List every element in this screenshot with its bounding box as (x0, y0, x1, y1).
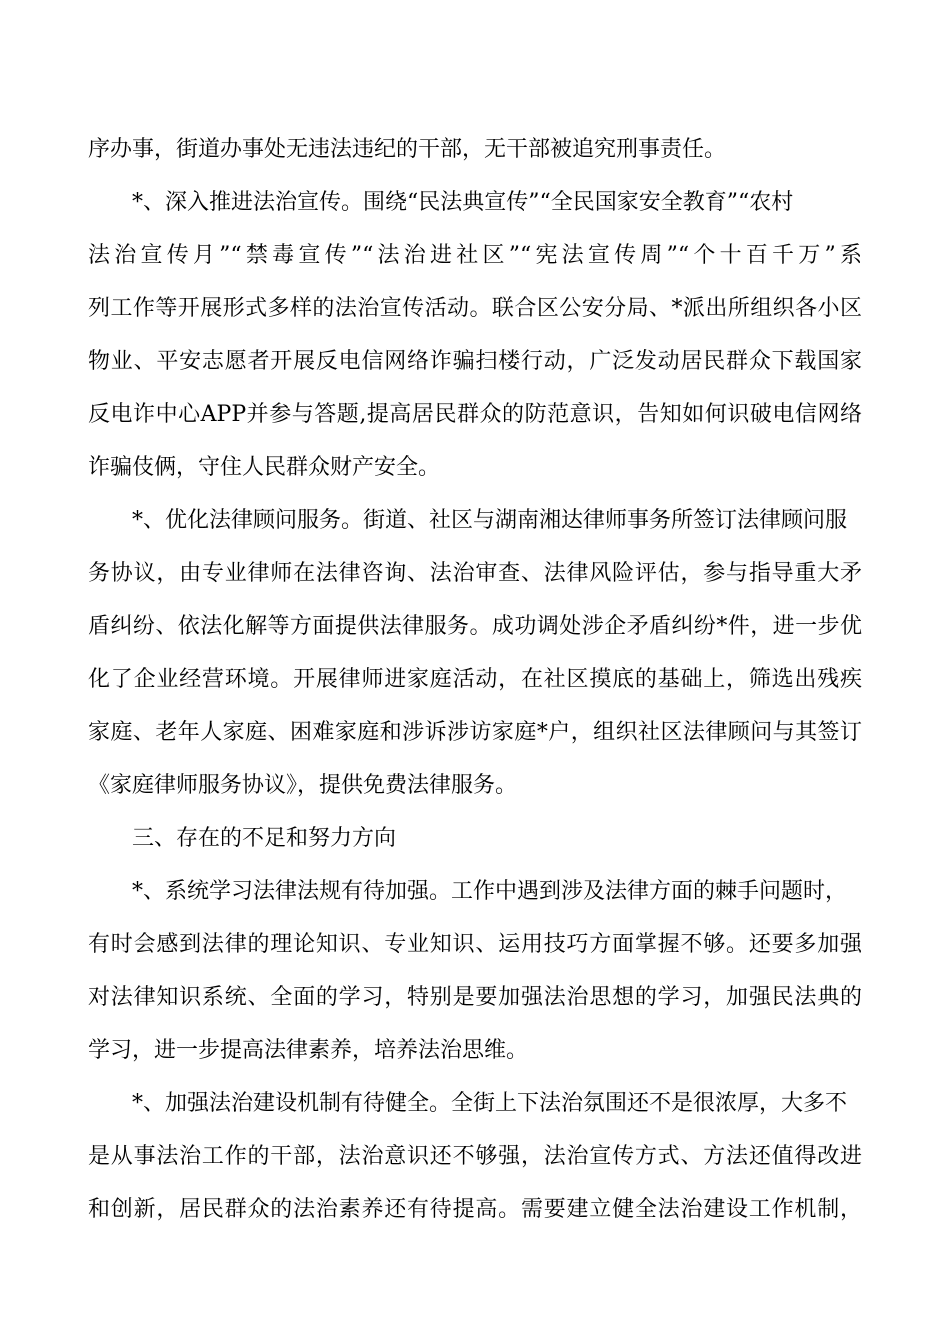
text-line: 列工作等开展形式多样的法治宣传活动。联合区公安分局、*派出所组织各小区 (88, 296, 862, 321)
text-line: 《家庭律师服务协议》，提供免费法律服务。 (88, 773, 518, 798)
section-heading: 三、存在的不足和努力方向 (132, 826, 397, 851)
text-line: 是从事法治工作的干部，法治意识还不够强，法治宣传方式、方法还值得改进 (88, 1144, 862, 1169)
text-line: 诈骗伎俩，守住人民群众财产安全。 (88, 455, 441, 480)
text-line: *、优化法律顾问服务。街道、社区与湖南湘达律师事务所签订法律顾问服 (132, 508, 848, 533)
text-line: 法治宣传月”“禁毒宣传”“法治进社区”“宪法宣传周”“个十百千万”系 (88, 243, 862, 268)
text-line: 反电诈中心APP并参与答题,提高居民群众的防范意识，告知如何识破电信网络 (88, 402, 862, 427)
text-line: 序办事，街道办事处无违法违纪的干部，无干部被追究刑事责任。 (88, 137, 727, 162)
text-line: 家庭、老年人家庭、困难家庭和涉诉涉访家庭*户，组织社区法律顾问与其签订 (88, 720, 862, 745)
text-line: 盾纠纷、依法化解等方面提供法律服务。成功调处涉企矛盾纠纷*件，进一步优 (88, 614, 862, 639)
text-line: 化了企业经营环境。开展律师进家庭活动，在社区摸底的基础上，筛选出残疾 (88, 667, 862, 692)
text-line: *、加强法治建设机制有待健全。全街上下法治氛围还不是很浓厚，大多不 (132, 1091, 848, 1116)
text-line: 学习，进一步提高法律素养，培养法治思维。 (88, 1038, 529, 1063)
text-line: 物业、平安志愿者开展反电信网络诈骗扫楼行动，广泛发动居民群众下载国家 (88, 349, 862, 374)
text-line: 有时会感到法律的理论知识、专业知识、运用技巧方面掌握不够。还要多加强 (88, 932, 862, 957)
text-line: *、系统学习法律法规有待加强。工作中遇到涉及法律方面的棘手问题时， (132, 879, 848, 904)
text-line: 和创新，居民群众的法治素养还有待提高。需要建立健全法治建设工作机制， (88, 1197, 862, 1222)
text-line: *、深入推进法治宣传。围绕“民法典宣传”“全民国家安全教育”“农村 (132, 190, 794, 215)
text-line: 务协议，由专业律师在法律咨询、法治审查、法律风险评估，参与指导重大矛 (88, 561, 862, 586)
text-line: 对法律知识系统、全面的学习，特别是要加强法治思想的学习，加强民法典的 (88, 985, 862, 1010)
